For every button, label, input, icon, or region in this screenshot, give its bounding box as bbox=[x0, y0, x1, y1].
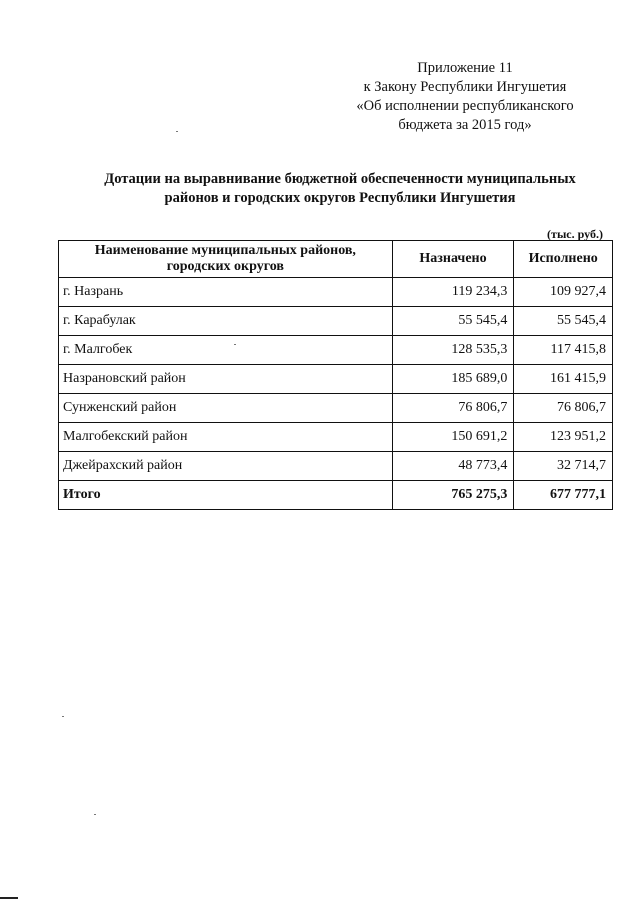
row-assigned: 150 691,2 bbox=[392, 423, 514, 452]
column-header-name bbox=[59, 241, 393, 278]
page-edge-mark bbox=[0, 897, 18, 899]
scan-speck bbox=[176, 131, 178, 132]
row-name: г. Карабулак bbox=[59, 307, 393, 336]
row-assigned: 76 806,7 bbox=[392, 394, 514, 423]
row-executed: 161 415,9 bbox=[514, 365, 613, 394]
row-name: Малгобекский район bbox=[59, 423, 393, 452]
row-name: Джейрахский район bbox=[59, 452, 393, 481]
document-title-line-2: районов и городских округов Республики Ингушетия bbox=[164, 190, 516, 206]
column-header-assigned: Назначено bbox=[392, 241, 514, 278]
column-header-name-line-2: городских округов bbox=[166, 259, 284, 274]
column-header-name-line-1: Наименование муниципальных районов, bbox=[94, 243, 356, 258]
row-executed: 123 951,2 bbox=[514, 423, 613, 452]
row-assigned: 128 535,3 bbox=[392, 336, 514, 365]
row-executed: 109 927,4 bbox=[514, 278, 613, 307]
row-executed: 117 415,8 bbox=[514, 336, 613, 365]
scan-speck bbox=[62, 716, 64, 717]
row-executed: 55 545,4 bbox=[514, 307, 613, 336]
row-assigned: 48 773,4 bbox=[392, 452, 514, 481]
total-executed: 677 777,1 bbox=[514, 481, 613, 510]
row-name: г. Назрань bbox=[59, 278, 393, 307]
total-label: Итого bbox=[59, 481, 393, 510]
scan-speck bbox=[234, 344, 236, 345]
subsidy-table bbox=[58, 240, 613, 510]
document-title-line-1: Дотации на выравнивание бюджетной обеспеченности муниципальных bbox=[104, 171, 576, 187]
appendix-header bbox=[300, 59, 630, 135]
table-row bbox=[59, 365, 613, 394]
table-row bbox=[59, 278, 613, 307]
row-assigned: 185 689,0 bbox=[392, 365, 514, 394]
table-row bbox=[59, 394, 613, 423]
row-executed: 76 806,7 bbox=[514, 394, 613, 423]
row-name: г. Малгобек bbox=[59, 336, 393, 365]
row-name: Сунженский район bbox=[59, 394, 393, 423]
appendix-law-title: «Об исполнении республиканского bbox=[356, 98, 574, 114]
row-assigned: 119 234,3 bbox=[392, 278, 514, 307]
scan-speck bbox=[94, 814, 96, 815]
appendix-number: Приложение 11 bbox=[417, 60, 513, 76]
appendix-law-year: бюджета за 2015 год» bbox=[398, 117, 532, 133]
row-assigned: 55 545,4 bbox=[392, 307, 514, 336]
column-header-executed: Исполнено bbox=[514, 241, 613, 278]
table-header-row bbox=[59, 241, 613, 278]
document-title bbox=[40, 170, 640, 208]
table-row bbox=[59, 336, 613, 365]
row-name: Назрановский район bbox=[59, 365, 393, 394]
unit-label: (тыс. руб.) bbox=[547, 227, 603, 241]
total-assigned: 765 275,3 bbox=[392, 481, 514, 510]
table-row bbox=[59, 452, 613, 481]
row-executed: 32 714,7 bbox=[514, 452, 613, 481]
appendix-law-reference: к Закону Республики Ингушетия bbox=[363, 79, 567, 95]
table-row bbox=[59, 423, 613, 452]
table-row bbox=[59, 307, 613, 336]
table-total-row bbox=[59, 481, 613, 510]
